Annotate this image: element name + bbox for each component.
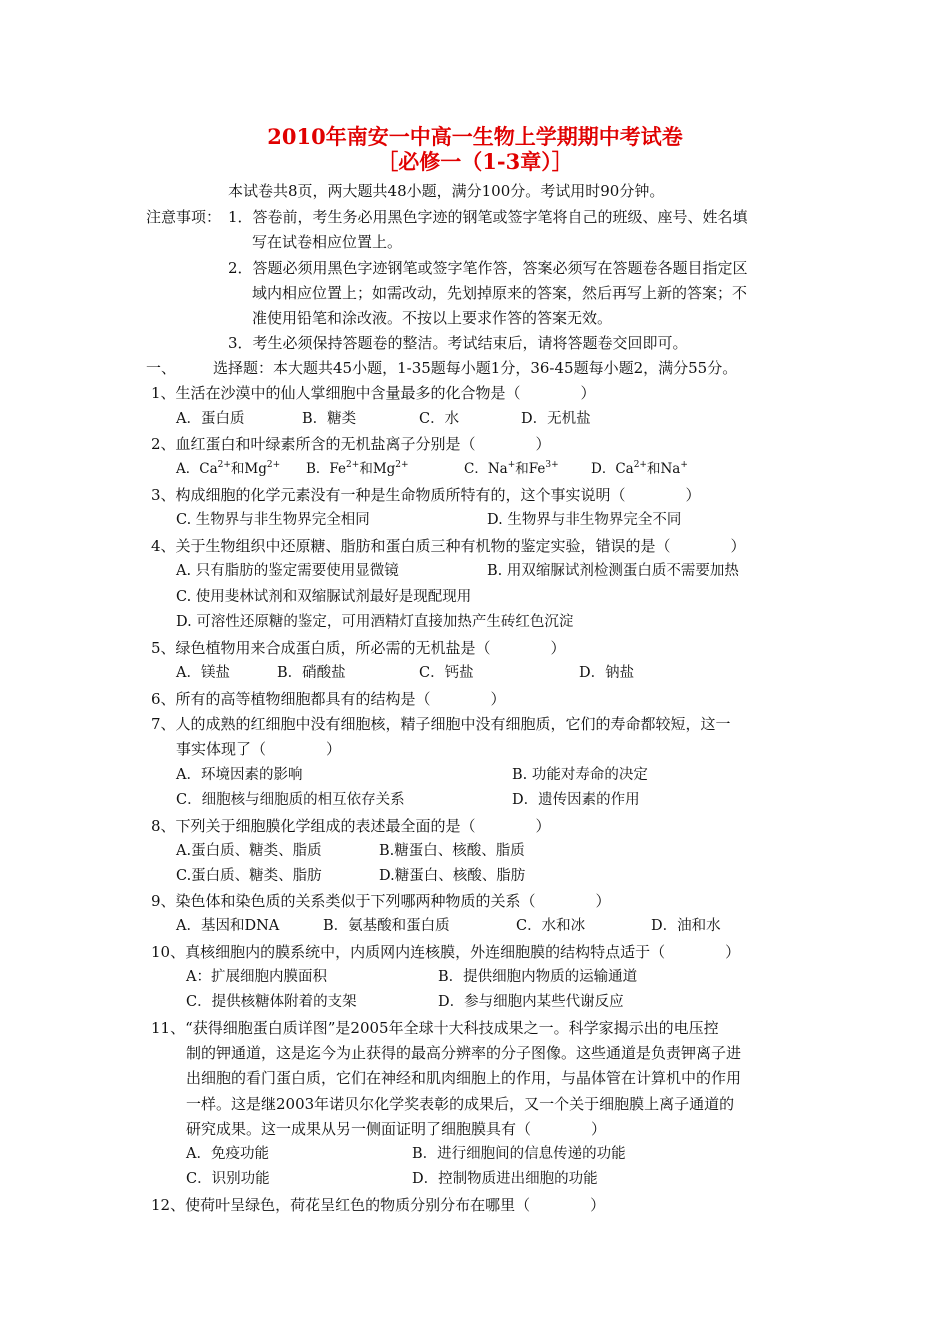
q8-option-d: D.糖蛋白、核酸、脂肪 [379,868,526,884]
notes-label: 注意事项： [146,208,222,226]
q2-option-a: A．$Ca^{2+}$和$Mg^{2+}$ [176,460,281,477]
q5-option-a: A．镁盐 [176,665,230,681]
q9-option-b: B．氨基酸和蛋白质 [323,918,450,934]
intro-text: 本试卷共8页，两大题共48小题，满分100分。考试用时90分钟。 [228,182,665,200]
q11-option-b: B．进行细胞间的信息传递的功能 [412,1146,626,1162]
q7-option-a: A．环境因素的影响 [176,767,303,783]
question-4: 4、关于生物组织中还原糖、脂肪和蛋白质三种有机物的鉴定实验，错误的是（ ） [151,537,746,555]
q11-option-a: A．免疫功能 [186,1146,269,1162]
note-2-line-1: 2．答题必须用黑色字迹钢笔或签字笔作答，答案必须写在答题卷各题目指定区 [228,259,748,277]
question-11-line-5: 研究成果。这一成果从另一侧面证明了细胞膜具有（ ） [186,1120,607,1138]
page-subtitle: ［必修一（1-3章）］ [377,149,573,174]
q2-option-c: C．Na+和$Fe^{3+}$ [464,460,559,477]
q9-option-d: D．油和水 [651,918,721,934]
q10-option-c: C．提供核糖体附着的支架 [186,994,357,1010]
q8-option-b: B.糖蛋白、核酸、脂质 [379,843,525,859]
question-10: 10、真核细胞内的膜系统中，内质网内连核膜，外连细胞膜的结构特点适于（ ） [151,943,741,961]
q11-option-d: D．控制物质进出细胞的功能 [412,1171,598,1187]
q1-option-c: C．水 [419,411,460,427]
q3-option-c: C. 生物界与非生物界完全相同 [176,512,370,528]
question-11-line-4: 一样。这是继2003年诺贝尔化学奖表彰的成果后，又一个关于细胞膜上离子通道的 [186,1095,735,1113]
q11-option-c: C．识别功能 [186,1171,270,1187]
question-2: 2、血红蛋白和叶绿素所含的无机盐离子分别是（ ） [151,435,551,453]
page-title: 2010年南安一中高一生物上学期期中考试卷 [267,124,683,149]
note-1-line-1: 1．答卷前，考生务必用黑色字迹的钢笔或签字笔将自己的班级、座号、姓名填 [228,208,748,226]
q2-option-b: B．$Fe^{2+}$和$Mg^{2+}$ [306,460,409,477]
question-7-line-1: 7、人的成熟的红细胞中没有细胞核，精子细胞中没有细胞质，它们的寿命都较短，这一 [151,715,731,733]
q9-option-a: A．基因和DNA [176,918,280,934]
q7-option-b: B. 功能对寿命的决定 [512,767,648,783]
question-11-line-1: 11、“获得细胞蛋白质详图”是2005年全球十大科技成果之一。科学家揭示出的电压控 [151,1019,719,1037]
q7-option-d: D．遗传因素的作用 [512,792,640,808]
question-8: 8、下列关于细胞膜化学组成的表述最全面的是（ ） [151,817,551,835]
q4-option-a: A. 只有脂肪的鉴定需要使用显微镜 [176,563,399,579]
question-11-line-3: 出细胞的看门蛋白质，它们在神经和肌肉细胞上的作用，与晶体管在计算机中的作用 [186,1069,742,1087]
question-3: 3、构成细胞的化学元素没有一种是生命物质所特有的，这个事实说明（ ） [151,486,701,504]
section-number: 一、 [146,359,177,377]
q5-option-b: B．硝酸盐 [277,665,346,681]
question-6: 6、所有的高等植物细胞都具有的结构是（ ） [151,690,506,708]
q10-option-d: D．参与细胞内某些代谢反应 [438,994,624,1010]
note-2-line-3: 准使用铅笔和涂改液。不按以上要求作答的答案无效。 [252,309,613,327]
question-9: 9、染色体和染色质的关系类似于下列哪两种物质的关系（ ） [151,892,611,910]
question-7-line-2: 事实体现了（ ） [176,740,342,758]
q5-option-c: C．钙盐 [419,665,474,681]
q4-option-c: C. 使用斐林试剂和双缩脲试剂最好是现配现用 [176,589,472,605]
note-1-line-2: 写在试卷相应位置上。 [252,233,403,251]
q1-option-b: B．糖类 [302,411,357,427]
q10-option-b: B．提供细胞内物质的运输通道 [438,969,638,985]
q7-option-c: C．细胞核与细胞质的相互依存关系 [176,792,405,808]
question-11-line-2: 制的钾通道，这是迄今为止获得的最高分辨率的分子图像。这些通道是负责钾离子进 [186,1044,742,1062]
section-heading: 选择题：本大题共45小题，1-35题每小题1分，36-45题每小题2，满分55分。 [213,359,738,377]
question-1: 1、生活在沙漠中的仙人掌细胞中含量最多的化合物是（ ） [151,384,596,402]
q4-option-b: B. 用双缩脲试剂检测蛋白质不需要加热 [487,563,739,579]
q5-option-d: D．钠盐 [579,665,635,681]
note-3: 3．考生必须保持答题卷的整洁。考试结束后，请将答题卷交回即可。 [228,334,688,352]
q1-option-d: D．无机盐 [521,411,591,427]
q8-option-c: C.蛋白质、糖类、脂肪 [176,868,322,884]
question-12: 12、使荷叶呈绿色，荷花呈红色的物质分别分布在哪里（ ） [151,1196,606,1214]
q3-option-d: D. 生物界与非生物界完全不同 [487,512,682,528]
q10-option-a: A：扩展细胞内膜面积 [186,969,327,985]
question-5: 5、绿色植物用来合成蛋白质，所必需的无机盐是（ ） [151,639,566,657]
q8-option-a: A.蛋白质、糖类、脂质 [176,843,322,859]
q9-option-c: C．水和冰 [516,918,586,934]
q1-option-a: A．蛋白质 [176,411,245,427]
q2-option-d: D．$Ca^{2+}$和Na+ [591,460,688,477]
note-2-line-2: 域内相应位置上；如需改动，先划掉原来的答案，然后再写上新的答案；不 [252,284,748,302]
q4-option-d: D. 可溶性还原糖的鉴定，可用酒精灯直接加热产生砖红色沉淀 [176,614,574,630]
